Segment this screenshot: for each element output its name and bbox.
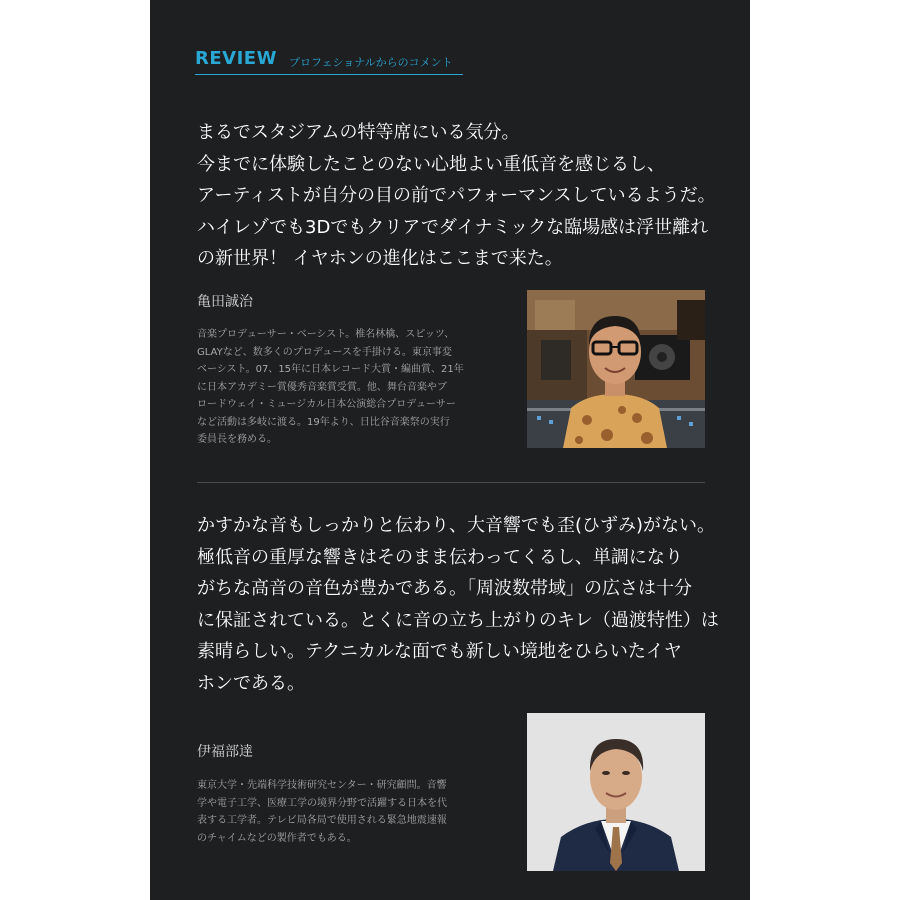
reviewer-name-2: 伊福部達: [197, 744, 253, 760]
bio-line: GLAYなど、数多くのプロデュースを手掛ける。東京事変: [197, 346, 452, 358]
reviewer-bio-2: [197, 777, 507, 847]
review-quote-2: [197, 510, 717, 699]
review-quote-1: [197, 117, 717, 275]
bio-line: ロードウェイ・ミュージカル日本公演総合プロデューサー: [197, 399, 456, 410]
reviewer-name-1: 亀田誠治: [197, 294, 253, 310]
bio-line: 音楽プロデューサー・ベーシスト。椎名林檎、スピッツ、: [197, 329, 455, 340]
bio-line: 表する工学者。テレビ局各局で使用される緊急地震速報: [197, 815, 447, 826]
quote-line: の新世界！ イヤホンの進化はここまで来た。: [197, 248, 563, 269]
bio-line: など活動は多岐に渡る。19年より、日比谷音楽祭の実行: [197, 416, 450, 428]
quote-line: がちな高音の音色が豊かである。「周波数帯域」の広さは十分: [197, 578, 692, 599]
quote-line: ハイレゾでも3Dでもクリアでダイナミックな臨場感は浮世離れ: [197, 216, 709, 238]
reviewer-photo-1: [527, 290, 705, 448]
section-divider: [197, 482, 705, 483]
bio-line: に日本アカデミー賞優秀音楽賞受賞。他、舞台音楽やブ: [197, 381, 447, 393]
review-header: [195, 48, 463, 75]
quote-line: アーティストが自分の目の前でパフォーマンスしているようだ。: [197, 185, 716, 206]
bio-line: 委員長を務める。: [197, 434, 277, 445]
review-subtitle: プロフェショナルからのコメント: [289, 56, 453, 69]
quote-line: ホンである。: [197, 672, 305, 694]
quote-line: に保証されている。とくに音の立ち上がりのキレ（過渡特性）は: [197, 609, 719, 631]
bio-line: のチャイムなどの製作者でもある。: [197, 832, 357, 844]
bio-line: 東京大学・先端科学技術研究センター・研究顧問。音響: [197, 780, 447, 791]
bio-line: ベーシスト。07、15年に日本レコード大賞・編曲賞、21年: [197, 364, 464, 375]
reviewer-bio-1: [197, 326, 507, 449]
quote-line: まるでスタジアムの特等席にいる気分。: [197, 122, 520, 143]
bio-line: 学や電子工学、医療工学の境界分野で活躍する日本を代: [197, 797, 447, 809]
review-panel: [150, 0, 750, 900]
review-title: REVIEW: [195, 48, 277, 69]
reviewer-photo-2: [527, 713, 705, 871]
quote-line: かすかな音もしっかりと伝わり、大音響でも歪(ひずみ)がない。: [197, 515, 716, 536]
quote-line: 素晴らしい。テクニカルな面でも新しい境地をひらいたイヤ: [197, 641, 682, 662]
quote-line: 今までに体験したことのない心地よい重低音を感じるし、: [197, 153, 665, 175]
quote-line: 極低音の重厚な響きはそのまま伝わってくるし、単調になり: [197, 546, 683, 568]
